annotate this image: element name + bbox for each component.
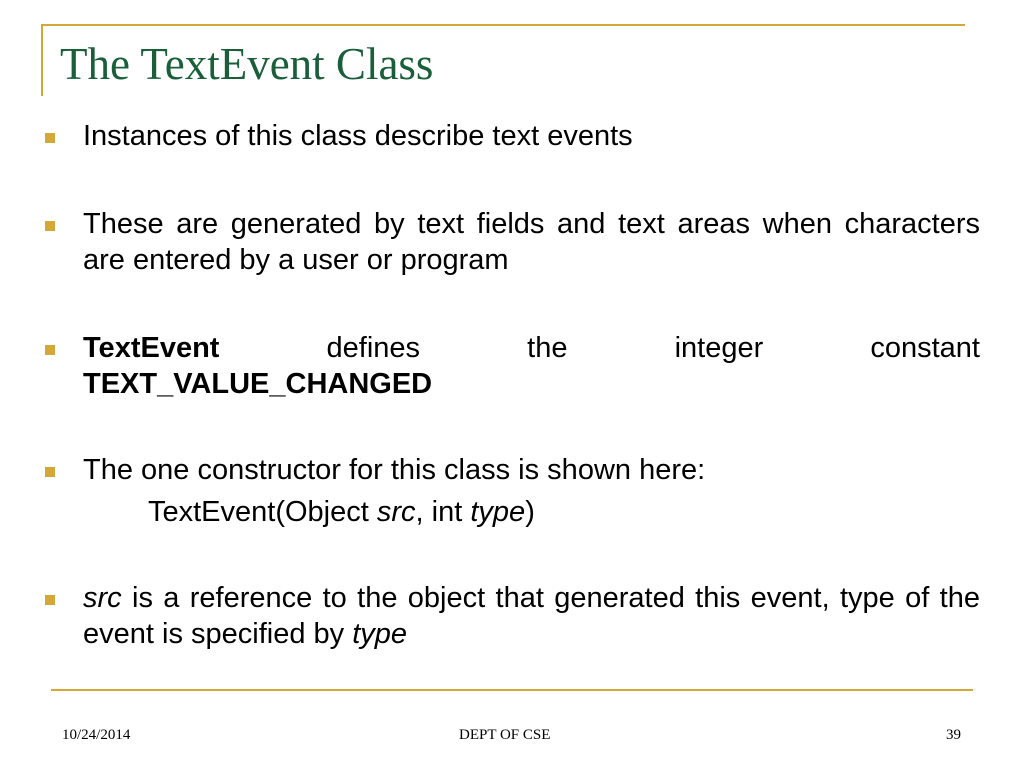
page-number: 39 <box>946 727 961 743</box>
constructor-prefix: TextEvent(Object <box>148 496 377 528</box>
square-bullet-icon <box>45 595 55 605</box>
bullet-item <box>44 118 980 154</box>
bullet-text <box>83 580 980 652</box>
bullet-word: integer <box>674 332 764 364</box>
slide-body <box>44 118 980 652</box>
top-rule <box>41 24 965 26</box>
constructor-middle: , int <box>415 496 471 528</box>
bottom-rule <box>51 689 973 691</box>
constructor-signature <box>83 494 980 530</box>
bullet-text: The one constructor for this class is shown here: <box>83 454 706 486</box>
left-rule <box>41 24 43 96</box>
bullet-item <box>44 330 980 402</box>
bullet-text-line: when characters are entered by a user or program <box>83 208 980 276</box>
square-bullet-icon <box>45 221 55 231</box>
constant-name: TEXT_VALUE_CHANGED <box>83 368 433 400</box>
bullet-text-line <box>83 330 980 366</box>
src-term: src <box>83 582 122 614</box>
bullet-text-segment: event, type of the event is specified by <box>83 582 980 650</box>
constructor-suffix: ) <box>525 496 535 528</box>
footer-department: DEPT OF CSE <box>459 727 551 743</box>
class-name-term: TextEvent <box>83 332 220 364</box>
slide-title: The TextEvent Class <box>60 39 434 89</box>
square-bullet-icon <box>45 467 55 477</box>
constructor-arg-type: type <box>470 496 526 528</box>
bullet-word: constant <box>870 332 980 364</box>
bullet-word: defines <box>326 332 421 364</box>
bullet-text-line: These are generated by text fields and text areas <box>83 208 750 240</box>
bullet-text: Instances of this class describe text events <box>83 120 633 152</box>
bullet-text <box>83 206 980 278</box>
constructor-arg-src: src <box>376 496 416 528</box>
bullet-item <box>44 580 980 652</box>
type-term: type <box>352 618 408 650</box>
bullet-item <box>44 206 980 278</box>
bullet-word: the <box>527 332 568 364</box>
bullet-item <box>44 452 980 530</box>
square-bullet-icon <box>45 133 55 143</box>
footer-date: 10/24/2014 <box>62 727 131 743</box>
square-bullet-icon <box>45 345 55 355</box>
bullet-text-segment: is a reference to the object that generated this <box>121 582 741 614</box>
